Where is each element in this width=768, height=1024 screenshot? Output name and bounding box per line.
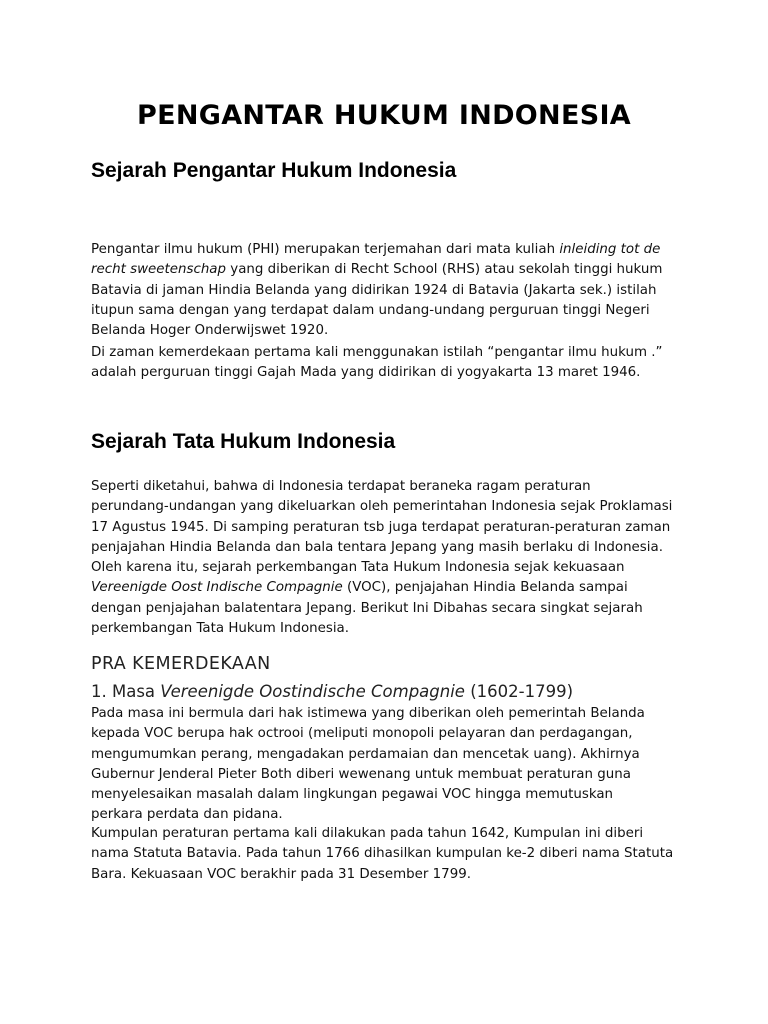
paragraph [91,704,681,826]
text-line: mengumumkan perang, mengadakan perdamaian dan mencetak uang). Akhirnya [91,746,640,762]
text-line: Belanda Hoger Onderwijswet 1920. [91,323,329,339]
document-title: PENGANTAR HUKUM INDONESIA [137,100,631,131]
text-line: adalah perguruan tinggi Gajah Mada yang didirikan di yogyakarta 13 maret 1946. [91,365,641,381]
text-line: Di zaman kemerdekaan pertama kali menggunakan istilah “pengantar ilmu hukum .” [91,345,663,360]
text-line: Kumpulan peraturan pertama kali dilakukan pada tahun 1642, Kumpulan ini diberi [91,826,644,841]
text-line: perundang-undangan yang dikeluarkan oleh pemerintahan Indonesia sejak Proklamasi [91,499,673,515]
text-line: penjajahan Hindia Belanda dan bala tentara Jepang yang masih berlaku di Indonesia. [91,539,663,555]
text-line: menyelesaikan masalah dalam lingkungan pegawai VOC hingga memutuskan [91,787,614,803]
text-line: dengan penjajahan balatentara Jepang. Berikut Ini Dibahas secara singkat sejarah [91,600,643,616]
paragraph [91,477,681,639]
text-segment: yang diberikan di Recht School (RHS) atau sekolah tinggi hukum [226,262,663,278]
text-line [91,240,681,260]
subheading-prefix: 1. Masa [91,682,161,701]
paragraph [91,343,681,384]
text-line: itupun sama dengan yang terdapat dalam undang-undang perguruan tinggi Negeri [91,302,650,318]
subheading-suffix: (1602-1799) [464,682,574,701]
text-segment: (VOC), penjajahan Hindia Belanda sampai [342,580,628,596]
text-line: kepada VOC berupa hak octrooi (meliputi monopoli pelayaran dan perdagangan, [91,726,633,742]
text-line: Oleh karena itu, sejarah perkembangan Tata Hukum Indonesia sejak kekuasaan [91,560,625,576]
text-line: Bara. Kekuasaan VOC berakhir pada 31 Desember 1799. [91,866,471,882]
italic-text: inleiding tot de [559,242,661,257]
section-heading-sejarah-phi: Sejarah Pengantar Hukum Indonesia [91,159,457,182]
text-line: perkembangan Tata Hukum Indonesia. [91,621,350,637]
text-line: 17 Agustus 1945. Di samping peraturan tsb juga terdapat peraturan-peraturan zaman [91,519,671,535]
italic-text: Vereenigde Oost Indische Compagnie [91,580,343,596]
text-segment: Pengantar ilmu hukum (PHI) merupakan terjemahan dari mata kuliah [91,242,560,257]
text-line: Pada masa ini bermula dari hak istimewa yang diberikan oleh pemerintah Belanda [91,706,645,721]
section-heading-sejarah-tata-hukum: Sejarah Tata Hukum Indonesia [91,430,396,453]
subheading-pra-kemerdekaan: PRA KEMERDEKAAN [91,654,271,674]
text-line: perkara perdata dan pidana. [91,807,283,823]
text-line: Seperti diketahui, bahwa di Indonesia terdapat beraneka ragam peraturan [91,479,591,494]
text-line [91,260,681,280]
text-line: Batavia di jaman Hindia Belanda yang didirikan 1924 di Batavia (Jakarta sek.) istilah [91,282,657,298]
paragraph [91,240,681,341]
subheading-italic: Vereenigde Oostindische Compagnie [160,682,465,701]
text-line: Gubernur Jenderal Pieter Both diberi wewenang untuk membuat peraturan guna [91,766,631,782]
subheading-masa-voc [91,680,573,704]
italic-text: recht sweetenschap [91,262,227,278]
text-line [91,578,681,598]
paragraph [91,824,681,885]
text-line: nama Statuta Batavia. Pada tahun 1766 dihasilkan kumpulan ke-2 diberi nama Statuta [91,846,674,862]
